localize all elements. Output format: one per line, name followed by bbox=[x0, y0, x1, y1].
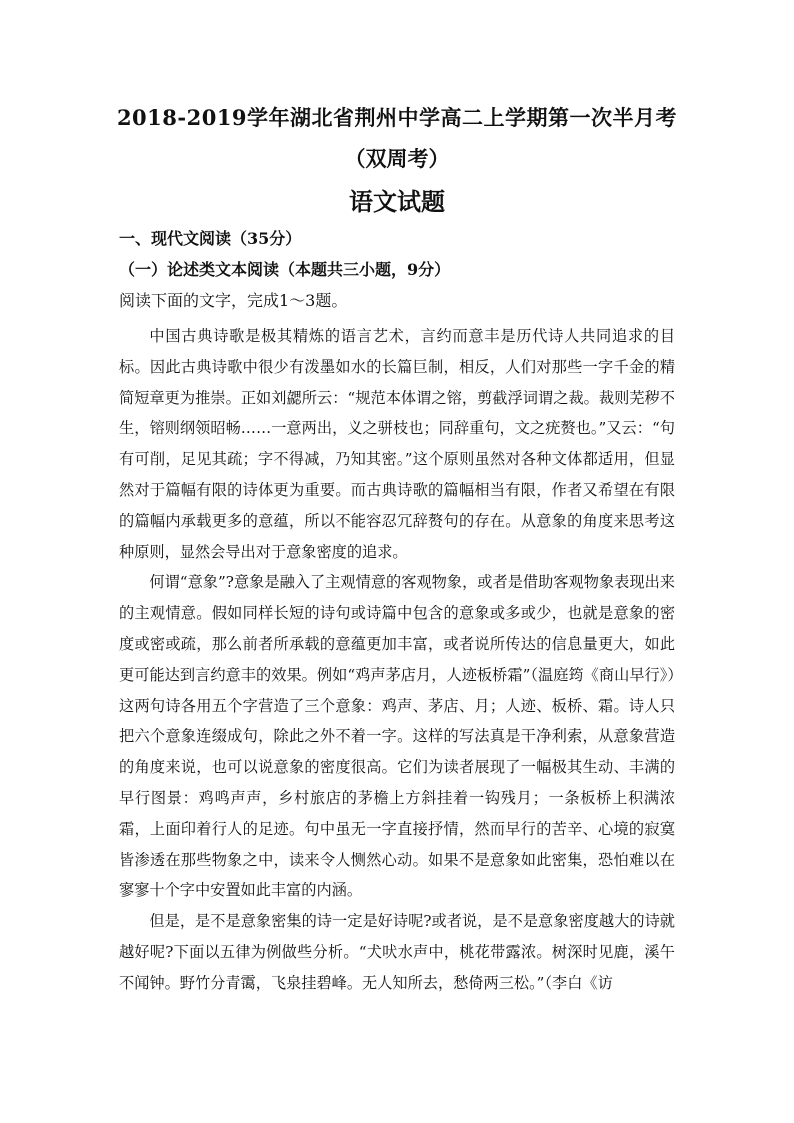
reading-passage bbox=[119, 321, 675, 999]
passage-paragraph-3: 但是，是不是意象密集的诗一定是好诗呢?或者说，是不是意象密度越大的诗就越好呢?下面以五律为例做些分析。“犬吠水声中，桃花带露浓。树深时见鹿，溪午不闻钟。野竹分青霭，飞泉挂碧峰。无人知所去，愁倚两三松。”（李白《访 bbox=[119, 912, 675, 992]
passage-paragraph-2: 何谓“意象”?意象是融入了主观情意的客观物象，或者是借助客观物象表现出来的主观情意。假如同样长短的诗句或诗篇中包含的意象或多或少，也就是意象的密度或密或疏，那么前者所承载的意蕴更加丰富，或者说所传达的信息量更大，如此更可能达到言约意丰的效果。例如“鸡声茅店月，人迹板桥霜”（温庭筠《商山早行》）这两句诗各用五个字营造了三个意象：鸡声、茅店、月；人迹、板桥、霜。诗人只把六个意象连缀成句，除此之外不着一字。这样的写法真是干净利索，从意象营造的角度来说，也可以说意象的密度很高。它们为读者展现了一幅极其生动、丰满的早行图景：鸡鸣声声，乡村旅店的茅檐上方斜挂着一钩残月；一条板桥上积满浓霜，上面印着行人的足迹。句中虽无一字直接抒情，然而早行的苦辛、心境的寂寞皆渗透在那些物象之中，读来令人恻然心动。如果不是意象如此密集，恐怕难以在寥寥十个字中安置如此丰富的内涵。 bbox=[119, 573, 675, 900]
exam-title: 2018-2019学年湖北省荆州中学高二上学期第一次半月考 bbox=[116, 105, 678, 130]
exam-subtitle: （双周考） bbox=[344, 146, 450, 171]
subsection-heading: （一）论述类文本阅读（本题共三小题，9分） bbox=[119, 260, 451, 279]
subject-title: 语文试题 bbox=[349, 187, 445, 216]
passage-paragraph-1: 中国古典诗歌是极其精炼的语言艺术，言约而意丰是历代诗人共同追求的目标。因此古典诗歌中很少有泼墨如水的长篇巨制，相反，人们对那些一字千金的精简短章更为推崇。正如刘勰所云：“规范本体谓之镕，剪截浮词谓之裁。裁则芜秽不生，镕则纲领昭畅……一意两出，义之骈枝也；同辞重句，文之疣赘也。”又云：“句有可削，足见其疏；字不得减，乃知其密。”这个原则虽然对各种文体都适用，但显然对于篇幅有限的诗体更为重要。而古典诗歌的篇幅相当有限，作者又希望在有限的篇幅内承载更多的意蕴，所以不能容忍冗辞赘句的存在。从意象的角度来思考这种原则，显然会导出对于意象密度的追求。 bbox=[119, 327, 675, 561]
reading-instruction: 阅读下面的文字，完成1～3题。 bbox=[119, 291, 348, 310]
section-heading: 一、现代文阅读（35分） bbox=[119, 229, 302, 248]
